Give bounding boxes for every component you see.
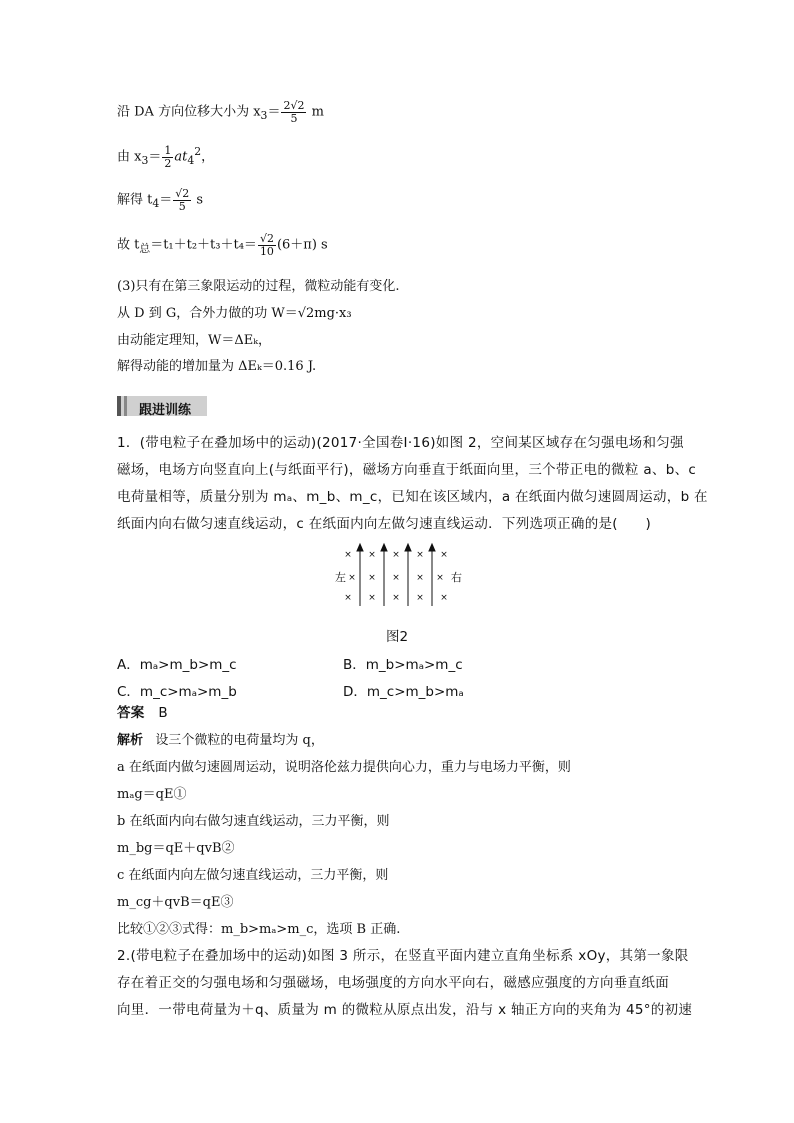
numerator: 1 [164,144,172,157]
svg-text:×: × [368,593,376,603]
subscript: 4 [187,154,195,168]
solution-line-4 [117,233,328,257]
answer-label: 答案 [117,705,145,721]
analysis-line-1 [117,734,324,747]
numerator: √2 [175,187,190,200]
solution-line-6: 从 D 到 G，合外力做的功 W＝√2mg·x₃ [117,306,352,321]
unit: s [192,192,204,208]
text: 由 x [117,149,142,165]
svg-text:×: × [416,550,424,560]
subscript: 3 [141,154,149,168]
svg-text:×: × [348,573,356,583]
answer-value: B [158,705,168,721]
figure-caption: 图2 [386,629,409,645]
answer-line [117,707,168,721]
denominator: 2 [164,156,172,170]
fraction [281,100,306,124]
q2-line-2: 存在着正交的匀强电场和匀强磁场，电场强度的方向水平向右，磁感应强度的方向垂直纸面 [117,975,669,991]
fraction [162,145,173,169]
option-d: D．m_c>m_b>mₐ [343,684,464,700]
svg-text:×: × [440,550,448,560]
subscript: 3 [260,109,268,123]
analysis-line-8: 比较①②③式得：m_b>mₐ>m_c，选项 B 正确. [117,922,401,937]
text: 故 t [117,237,140,253]
q2-line-3: 向里．一带电荷量为＋q、质量为 m 的微粒从原点出发，沿与 x 轴正方向的夹角为 45°的初速 [117,1002,693,1018]
svg-text:×: × [368,573,376,583]
svg-text:×: × [436,573,444,583]
question-topic: (带电粒子在叠加场中的运动) [130,948,308,964]
section-title: 跟进训练 [139,403,192,418]
text: ＝ [159,192,173,208]
solution-line-1 [117,100,324,124]
text: 设三个微粒的电荷量均为 q， [155,733,324,748]
analysis-label: 解析 [117,733,144,748]
option-a: A．mₐ>m_b>m_c [117,657,237,673]
analysis-line-2: a 在纸面内做匀速圆周运动，说明洛伦兹力提供向心力，重力与电场力平衡，则 [117,760,571,775]
svg-text:×: × [392,593,400,603]
question-topic: (带电粒子在叠加场中的运动) [139,435,317,451]
text: (2017·全国卷Ⅰ·16)如图 2，空间某区域存在匀强电场和匀强 [316,435,684,451]
q1-line-3: 电荷量相等，质量分别为 mₐ、m_b、m_c，已知在该区域内，a 在纸面内做匀速圆周运动，b 在 [117,489,708,505]
denominator: 10 [259,244,274,258]
svg-text:×: × [344,593,352,603]
option-b: B．m_b>mₐ>m_c [343,657,463,673]
numerator: √2 [259,232,274,245]
q1-line-4: 纸面内向右做匀速直线运动，c 在纸面内向左做匀速直线运动．下列选项正确的是( ) [117,516,652,532]
svg-text:×: × [392,550,400,560]
subscript: 总 [139,242,151,256]
q1-line-1 [117,437,684,451]
solution-line-7: 由动能定理知，W＝ΔEₖ， [117,333,271,348]
text: 2. [117,948,131,964]
analysis-line-6: c 在纸面内向左做匀速直线运动，三力平衡，则 [117,868,389,883]
solution-line-5: (3)只有在第三象限运动的过程，微粒动能有变化. [117,279,400,294]
text: (6＋π) s [276,237,328,253]
text: 1． [117,435,140,451]
text: ＝ [267,104,281,120]
text: at [174,149,188,165]
section-header [117,396,207,416]
unit: m [307,104,324,120]
text: 如图 3 所示，在竖直平面内建立直角坐标系 xOy，其第一象限 [307,948,689,964]
figure-2 [330,542,470,612]
svg-text:×: × [440,593,448,603]
svg-text:×: × [344,550,352,560]
denominator: 5 [178,199,186,213]
solution-line-8: 解得动能的增加量为 ΔEₖ＝0.16 J. [117,359,317,374]
superscript: 2 [194,145,202,159]
fraction [173,188,191,212]
solution-line-3 [117,188,203,212]
analysis-line-5: m_bg＝qE＋qvB② [117,841,235,856]
analysis-line-3: mₐg＝qE① [117,787,187,802]
text: 解得 t [117,192,153,208]
left-label: 左 [335,571,346,584]
text: ＝ [148,149,162,165]
right-label: 右 [451,571,462,584]
svg-text:×: × [368,550,376,560]
svg-text:×: × [392,573,400,583]
q2-line-1 [117,950,689,964]
solution-line-2 [117,145,214,169]
text: ， [201,149,215,165]
fraction [258,233,276,257]
analysis-line-4: b 在纸面内向右做匀速直线运动，三力平衡，则 [117,814,390,829]
numerator: 2√2 [283,99,305,112]
subscript: 4 [152,197,160,211]
denominator: 5 [290,111,298,125]
svg-text:×: × [416,593,424,603]
text: ＝t₁＋t₂＋t₃＋t₄＝ [150,237,257,253]
field-diagram [330,542,470,612]
q1-line-2: 磁场，电场方向竖直向上(与纸面平行)，磁场方向垂直于纸面向里，三个带正电的微粒 a、b、c [117,462,697,478]
svg-text:×: × [416,573,424,583]
section-accent [124,396,127,416]
text: 沿 DA 方向位移大小为 x [117,104,261,120]
analysis-line-7: m_cg＋qvB＝qE③ [117,895,234,910]
option-c: C．m_c>mₐ>m_b [117,684,237,700]
